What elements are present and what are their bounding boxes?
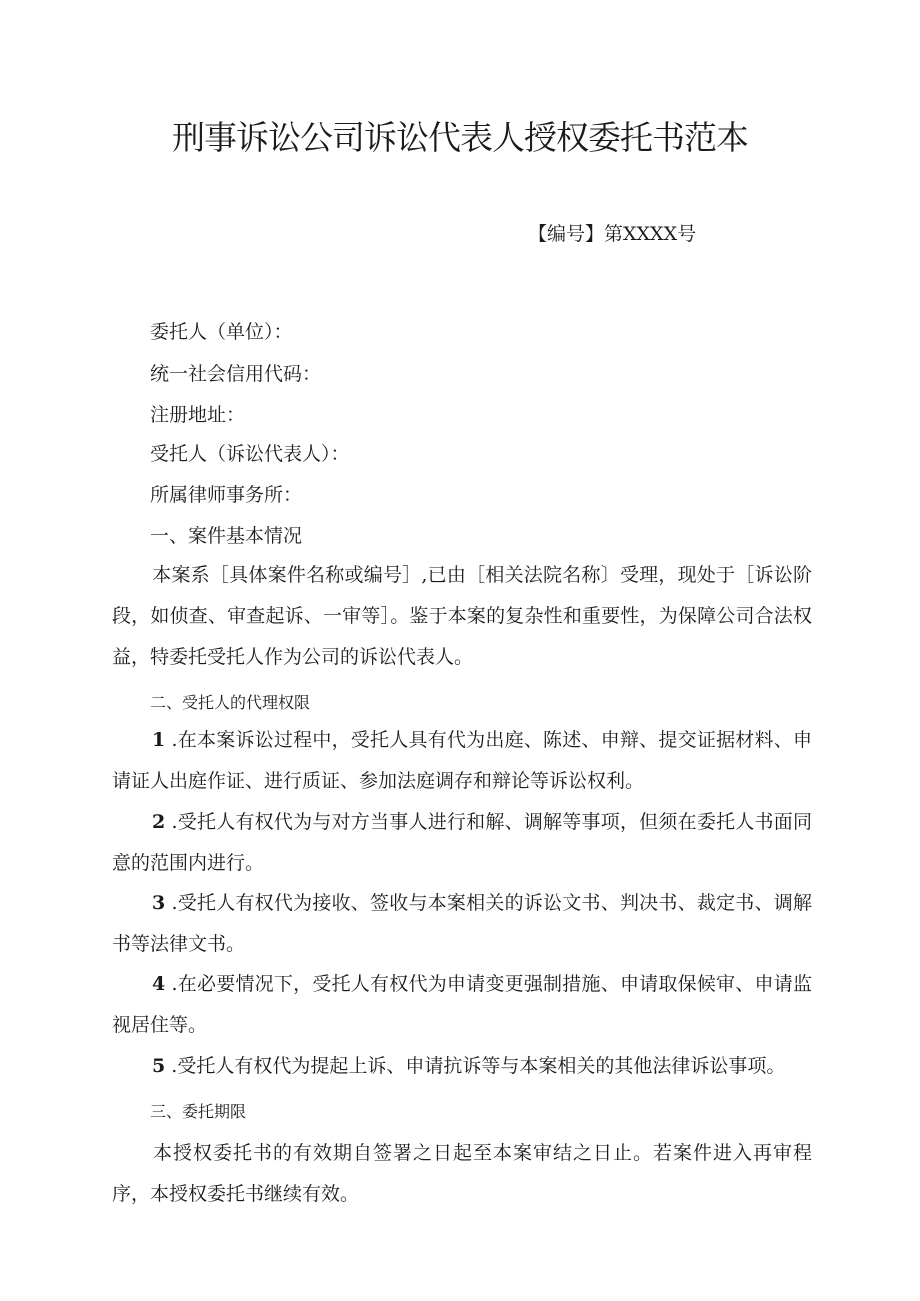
section3-body-text: 本授权委托书的有效期自签署之日起至本案审结之日止。若案件进入再审程序，本授权委托书继续有效。: [112, 1142, 812, 1205]
item-text: .受托人有权代为提起上诉、申请抗诉等与本案相关的其他法律诉讼事项。: [171, 1055, 786, 1077]
section1-body: [112, 555, 812, 678]
item-number: 3: [152, 892, 166, 914]
field-registered-address: 注册地址：: [150, 404, 246, 426]
field-credit-code: 统一社会信用代码：: [150, 363, 322, 385]
section1-heading: 一、案件基本情况: [150, 525, 303, 547]
field-agent: 受托人（诉讼代表人）：: [150, 443, 350, 465]
item-text: .在本案诉讼过程中，受托人具有代为出庭、陈述、申辩、提交证据材料、申请证人出庭作证、进行质证、参加法庭调存和辩论等诉讼权利。: [112, 729, 812, 792]
item-text: .在必要情况下，受托人有权代为申请变更强制措施、申请取保候审、申请监视居住等。: [112, 973, 812, 1036]
section2-item-4: [112, 964, 812, 1046]
section3-body: [112, 1133, 812, 1215]
section2-item-1: [112, 720, 812, 802]
field-principal: 委托人（单位）：: [150, 321, 293, 343]
item-text: .受托人有权代为接收、签收与本案相关的诉讼文书、判决书、裁定书、调解书等法律文书。: [112, 892, 812, 955]
section1-body-text: 本案系［具体案件名称或编号］,已由［相关法院名称〕受理，现处于［诉讼阶段，如侦查、审查起诉、一审等］。鉴于本案的复杂性和重要性，为保障公司合法权益，特委托受托人作为公司的诉讼代表人。: [112, 564, 812, 668]
section3-heading: 三、委托期限: [150, 1102, 247, 1121]
section2-heading: 二、受托人的代理权限: [150, 693, 311, 712]
item-number: 5: [152, 1055, 166, 1077]
item-number: 2: [152, 811, 166, 833]
section2-item-5: [112, 1046, 832, 1087]
field-law-firm: 所属律师事务所：: [150, 484, 303, 506]
section2-item-2: [112, 802, 812, 884]
document-number: 【编号】第XXXX号: [528, 223, 697, 245]
item-text: .受托人有权代为与对方当事人进行和解、调解等事项，但须在委托人书面同意的范围内进行。: [112, 811, 812, 874]
section2-item-3: [112, 883, 812, 965]
document-title: 刑事诉讼公司诉讼代表人授权委托书范本: [172, 118, 748, 157]
item-number: 4: [152, 973, 166, 995]
item-number: 1: [152, 729, 166, 751]
